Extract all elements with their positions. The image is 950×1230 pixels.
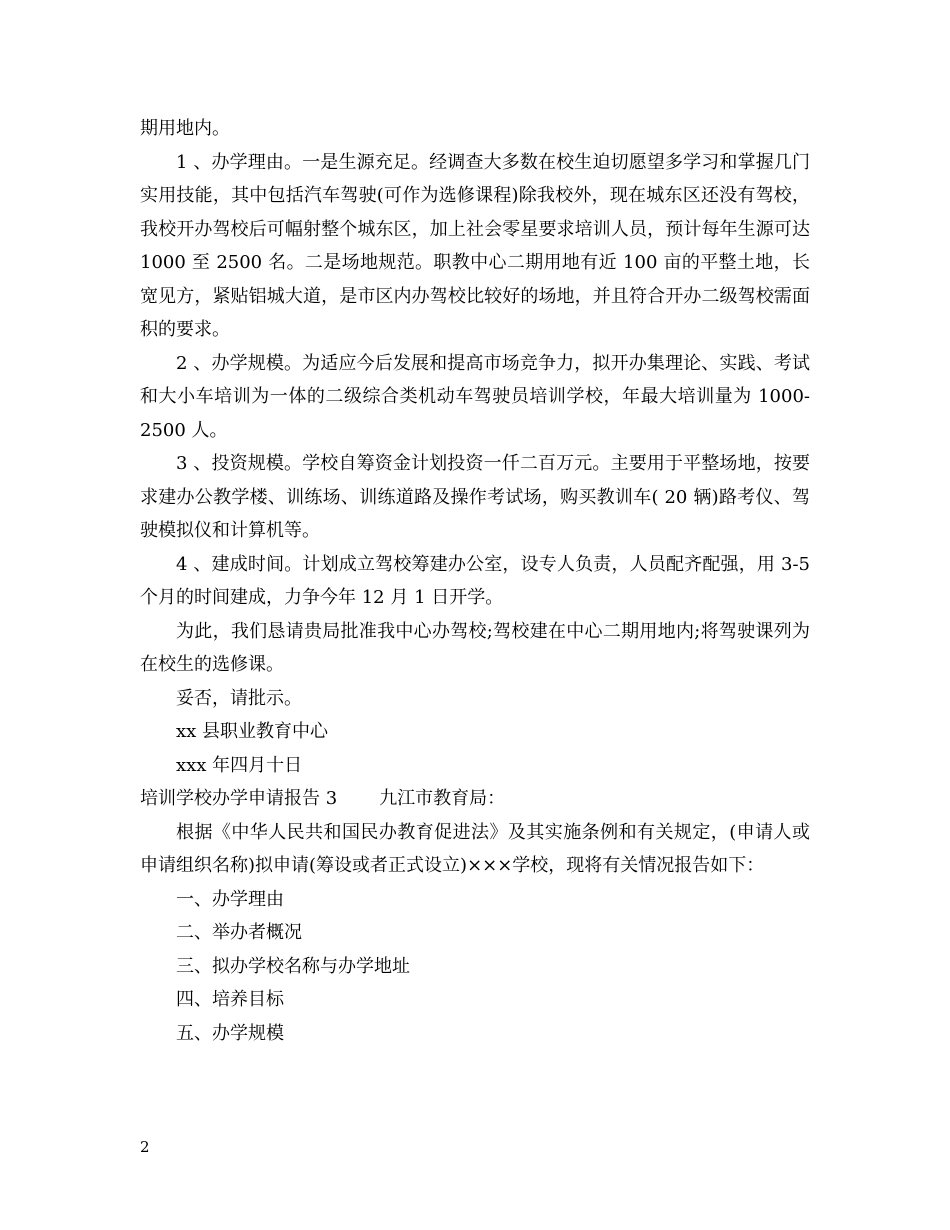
signature-line: xx 县职业教育中心 [176, 721, 329, 742]
paragraph-investment: 3 、投资规模。学校自筹资金计划投资一仟二百万元。主要用于平整场地，按要求建办公教学楼、训练场、训练道路及操作考试场，购买教训车( 20 辆)路考仪、驾驶模拟仪和计算机等。 [140, 453, 810, 541]
outline-item: 一、办学理由 [176, 888, 284, 910]
paragraph-report3-intro: 根据《中华人民共和国民办教育促进法》及其实施条例和有关规定，(申请人或申请组织名称)拟申请(筹设或者正式设立)×××学校，现将有关情况报告如下： [140, 821, 810, 876]
outline-item: 二、举办者概况 [176, 922, 302, 943]
paragraph-schedule: 4 、建成时间。计划成立驾校筹建办公室，设专人负责，人员配齐配强，用 3-5 个月的时间建成，力争今年 12 月 1 日开学。 [140, 553, 810, 608]
report3-title: 培训学校办学申请报告 3 [140, 788, 338, 809]
report3-heading-line [140, 782, 810, 816]
outline-item: 四、培养目标 [176, 989, 284, 1010]
document-page [140, 112, 810, 1050]
paragraph-reason: 1 、办学理由。一是生源充足。经调查大多数在校生迫切愿望多学习和掌握几门实用技能，其中包括汽车驾驶(可作为选修课程)除我校外，现在城东区还没有驾校，我校开办驾校后可幅射整个城东区，加上社会零星要求培训人员，预计每年生源可达 1000 至 2500 名。二是场地规范。职教中心二期用地有近 100 亩的平整土地，长宽见方，紧贴铝城大道，是市区内办驾校比较好的场地，并且符合开办二级驾校需面积的要求。 [140, 151, 810, 340]
date-line: xxx 年四月十日 [176, 754, 303, 776]
outline-item: 三、拟办学校名称与办学地址 [176, 955, 410, 977]
paragraph-request: 为此，我们恳请贵局批准我中心办驾校;驾校建在中心二期用地内;将驾驶课列为在校生的选修课。 [140, 620, 810, 675]
closing-line: 妥否，请批示。 [176, 687, 302, 709]
paragraph-scale: 2 、办学规模。为适应今后发展和提高市场竞争力，拟开办集理论、实践、考试和大小车培训为一体的二级综合类机动车驾驶员培训学校，年最大培训量为 1000-2500 人。 [140, 352, 810, 441]
outline-item: 五、办学规模 [176, 1022, 284, 1044]
report3-recipient: 九江市教育局： [379, 788, 506, 809]
page-number: 2 [140, 1138, 150, 1156]
continuation-line: 期用地内。 [140, 118, 230, 139]
